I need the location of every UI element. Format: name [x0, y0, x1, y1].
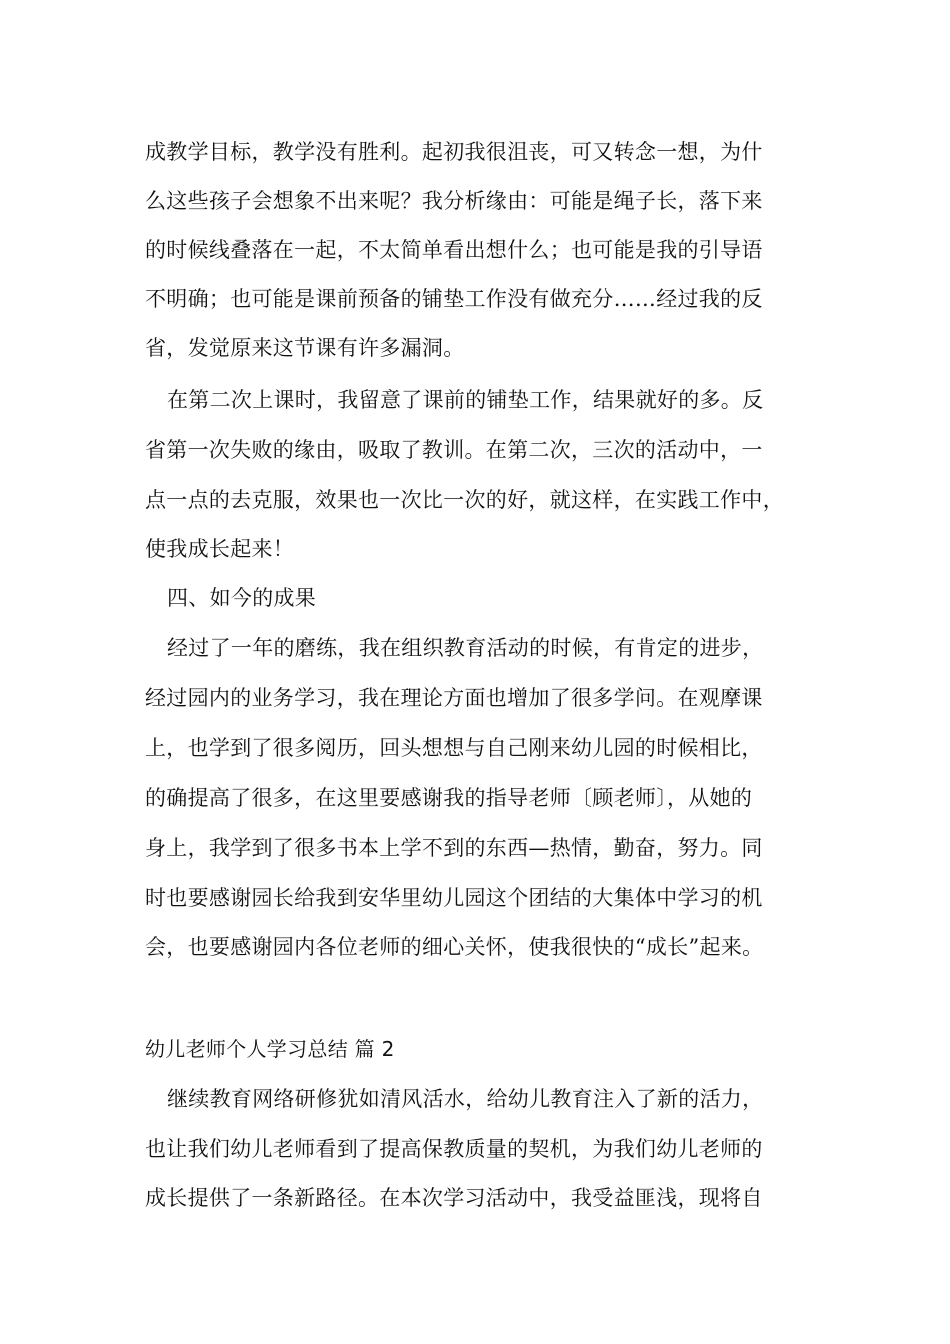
text-line: 使我成长起来！: [145, 537, 295, 561]
text-line: 省，发觉原来这节课有许多漏洞。: [145, 336, 465, 360]
text-line: 么这些孩子会想象不出来呢？我分析缘由：可能是绳子长，落下来: [145, 189, 763, 213]
text-line: 时也要感谢园长给我到安华里幼儿园这个团结的大集体中学习的机: [145, 886, 763, 910]
text-line: 经过了一年的磨练，我在组织教育活动的时候，有肯定的进步，: [167, 636, 764, 660]
text-line: 的确提高了很多，在这里要感谢我的指导老师〔顾老师〕，从她的: [145, 786, 753, 810]
text-line: 不明确；也可能是课前预备的铺垫工作没有做充分……经过我的反: [145, 287, 763, 311]
text-line: 身上，我学到了很多书本上学不到的东西—热情，勤奋，努力。同: [145, 836, 763, 860]
text-line: 经过园内的业务学习，我在理论方面也增加了很多学问。在观摩课: [145, 686, 763, 710]
text-line: 成教学目标，教学没有胜利。起初我很沮丧，可又转念一想，为什: [145, 140, 763, 164]
article-title: 幼儿老师个人学习总结 篇 2: [145, 1037, 395, 1061]
text-line: 继续教育网络研修犹如清风活水，给幼儿教育注入了新的活力，: [167, 1087, 764, 1111]
text-line: 省第一次失败的缘由，吸取了教训。在第二次，三次的活动中，一: [145, 438, 763, 462]
text-line: 也让我们幼儿老师看到了提高保教质量的契机，为我们幼儿老师的: [145, 1137, 763, 1161]
section-heading: 四、如今的成果: [167, 586, 317, 610]
text-line: 上，也学到了很多阅历，回头想想与自己刚来幼儿园的时候相比，: [145, 736, 763, 760]
text-line: 在第二次上课时，我留意了课前的铺垫工作，结果就好的多。反: [167, 388, 764, 412]
text-line: 会，也要感谢园内各位老师的细心关怀，使我很快的“成长”起来。: [145, 935, 764, 959]
text-line: 的时候线叠落在一起，不太简单看出想什么；也可能是我的引导语: [145, 238, 763, 262]
text-line: 点一点的去克服，效果也一次比一次的好，就这样，在实践工作中，: [145, 488, 784, 512]
text-line: 成长提供了一条新路径。在本次学习活动中，我受益匪浅，现将自: [145, 1186, 763, 1210]
